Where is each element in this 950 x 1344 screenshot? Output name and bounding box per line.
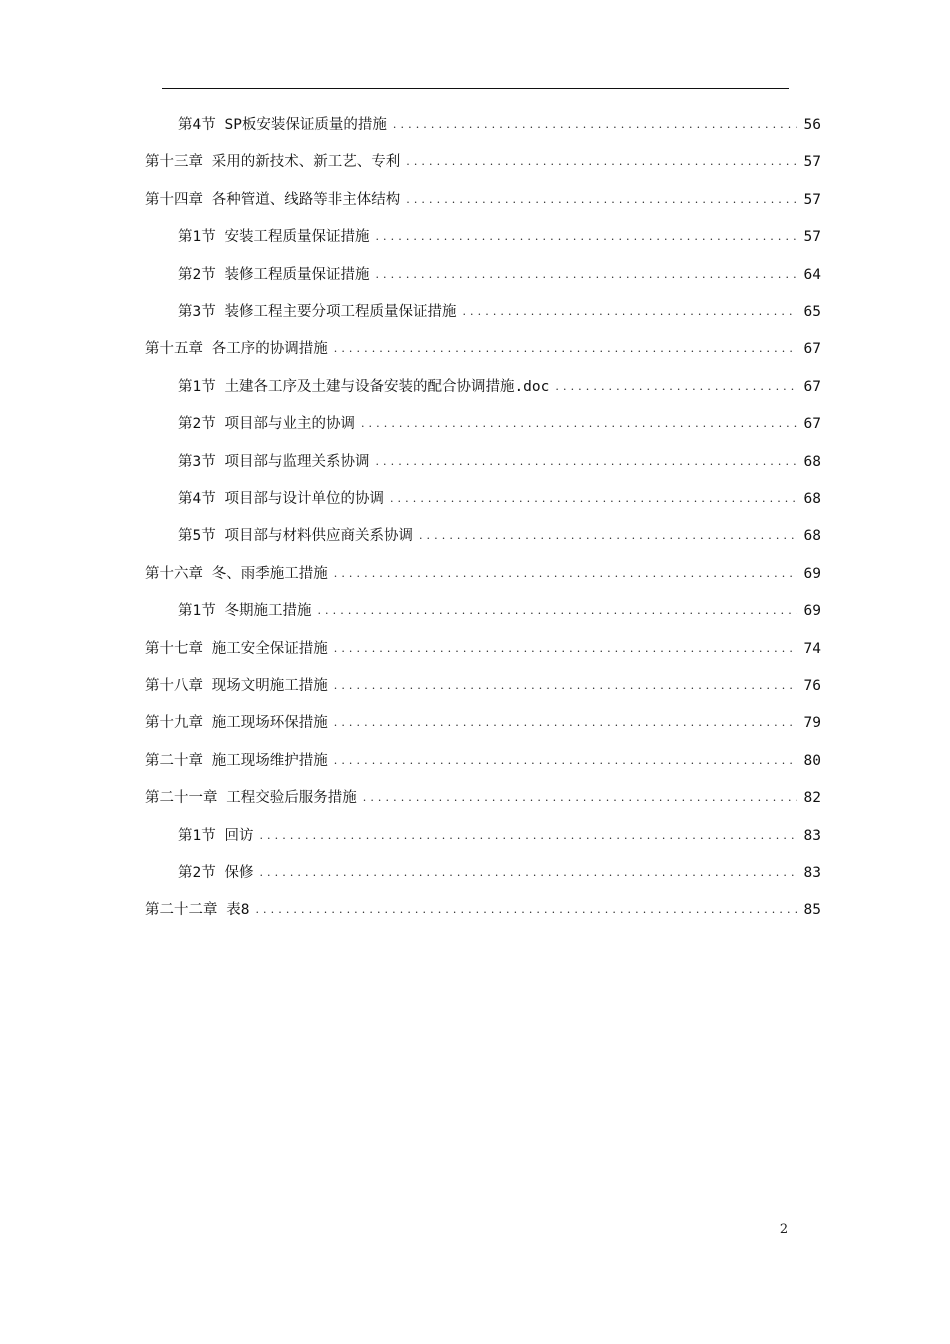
toc-entry-section[interactable]: [178, 299, 821, 325]
toc-dot-leader: [317, 598, 797, 624]
toc-entry-title: 第二十二章 表8: [145, 902, 250, 919]
toc-entry-section[interactable]: [178, 486, 821, 512]
toc-entry-section[interactable]: [178, 262, 821, 288]
toc-entry-page: 83: [803, 865, 821, 881]
toc-entry-chapter[interactable]: [145, 561, 821, 587]
toc-entry-title: 第二十章 施工现场维护措施: [145, 752, 328, 769]
toc-dot-leader: [259, 823, 797, 849]
toc-entry-title: 第3节 装修工程主要分项工程质量保证措施: [178, 304, 457, 320]
toc-dot-leader: [393, 112, 797, 138]
toc-entry-section[interactable]: [178, 411, 821, 437]
toc-dot-leader: [334, 710, 797, 736]
toc-entry-title: 第十六章 冬、雨季施工措施: [145, 565, 328, 582]
toc-entry-title: 第2节 保修: [178, 865, 254, 881]
toc-dot-leader: [462, 299, 797, 325]
toc-entry-section[interactable]: [178, 823, 821, 849]
toc-entry-title: 第十三章 采用的新技术、新工艺、专利: [145, 154, 401, 171]
toc-dot-leader: [419, 523, 797, 549]
toc-entry-section[interactable]: [178, 374, 821, 400]
toc-entry-page: 82: [803, 790, 821, 807]
toc-entry-page: 69: [803, 603, 821, 620]
toc-entry-title: 第十九章 施工现场环保措施: [145, 715, 328, 732]
toc-entry-page: 67: [803, 378, 821, 395]
toc-dot-leader: [334, 748, 797, 774]
toc-entry-page: 74: [803, 640, 821, 657]
toc-entry-section[interactable]: [178, 224, 821, 250]
toc-entry-chapter[interactable]: [145, 897, 821, 923]
toc-entry-chapter[interactable]: [145, 748, 821, 774]
toc-entry-title: 第2节 装修工程质量保证措施: [178, 266, 370, 283]
toc-entry-title: 第5节 项目部与材料供应商关系协调: [178, 528, 413, 545]
toc-entry-title: 第2节 项目部与业主的协调: [178, 416, 355, 433]
toc-entry-title: 第十七章 施工安全保证措施: [145, 640, 328, 657]
toc-entry-page: 79: [803, 715, 821, 732]
toc-entry-section[interactable]: [178, 860, 821, 886]
toc-entry-chapter[interactable]: [145, 149, 821, 175]
toc-dot-leader: [361, 411, 797, 437]
toc-entry-page: 68: [803, 491, 821, 507]
toc-dot-leader: [406, 187, 797, 213]
toc-entry-page: 67: [803, 416, 821, 433]
toc-entry-chapter[interactable]: [145, 636, 821, 662]
toc-dot-leader: [555, 374, 797, 400]
toc-dot-leader: [406, 149, 797, 175]
toc-entry-chapter[interactable]: [145, 785, 821, 811]
toc-entry-section[interactable]: [178, 112, 821, 138]
toc-entry-section[interactable]: [178, 449, 821, 475]
toc-entry-title: 第1节 土建各工序及土建与设备安装的配合协调措施.doc: [178, 378, 550, 395]
toc-entry-page: 69: [803, 565, 821, 582]
toc-dot-leader: [363, 785, 797, 811]
toc-entry-page: 67: [803, 341, 821, 358]
toc-entry-title: 第4节 项目部与设计单位的协调: [178, 491, 384, 507]
toc-entry-title: 第1节 回访: [178, 827, 254, 844]
toc-entry-section[interactable]: [178, 523, 821, 549]
toc-entry-page: 57: [803, 191, 821, 208]
toc-entry-title: 第十五章 各工序的协调措施: [145, 341, 328, 358]
toc-entry-title: 第十八章 现场文明施工措施: [145, 678, 328, 694]
toc-entry-page: 65: [803, 304, 821, 320]
toc-entry-title: 第1节 安装工程质量保证措施: [178, 229, 370, 246]
toc-dot-leader: [334, 673, 797, 699]
toc-entry-page: 64: [803, 266, 821, 283]
toc-entry-page: 68: [803, 453, 821, 470]
toc-entry-chapter[interactable]: [145, 673, 821, 699]
toc-entry-chapter[interactable]: [145, 336, 821, 362]
toc-entry-page: 76: [803, 678, 821, 694]
toc-dot-leader: [334, 561, 797, 587]
toc-entry-page: 56: [803, 117, 821, 133]
toc-entry-title: 第十四章 各种管道、线路等非主体结构: [145, 191, 401, 208]
toc-dot-leader: [334, 336, 797, 362]
toc-entry-chapter[interactable]: [145, 710, 821, 736]
toc-dot-leader: [390, 486, 797, 512]
toc-entry-section[interactable]: [178, 598, 821, 624]
toc-dot-leader: [375, 224, 797, 250]
toc-entry-chapter[interactable]: [145, 187, 821, 213]
toc-entry-page: 80: [803, 752, 821, 769]
toc-entry-title: 第1节 冬期施工措施: [178, 603, 312, 620]
toc-entry-title: 第4节 SP板安装保证质量的措施: [178, 117, 387, 133]
toc-entry-page: 83: [803, 827, 821, 844]
toc-entry-page: 57: [803, 229, 821, 246]
toc-entry-page: 85: [803, 902, 821, 919]
header-rule: [162, 88, 789, 89]
toc-entry-title: 第3节 项目部与监理关系协调: [178, 453, 370, 470]
toc-entry-page: 57: [803, 154, 821, 171]
toc-dot-leader: [259, 860, 797, 886]
toc-dot-leader: [255, 897, 797, 923]
toc-dot-leader: [375, 262, 797, 288]
page-number: 2: [779, 1222, 789, 1237]
toc-dot-leader: [375, 449, 797, 475]
toc-entry-page: 68: [803, 528, 821, 545]
toc-entry-title: 第二十一章 工程交验后服务措施: [145, 790, 357, 807]
toc-dot-leader: [334, 636, 797, 662]
